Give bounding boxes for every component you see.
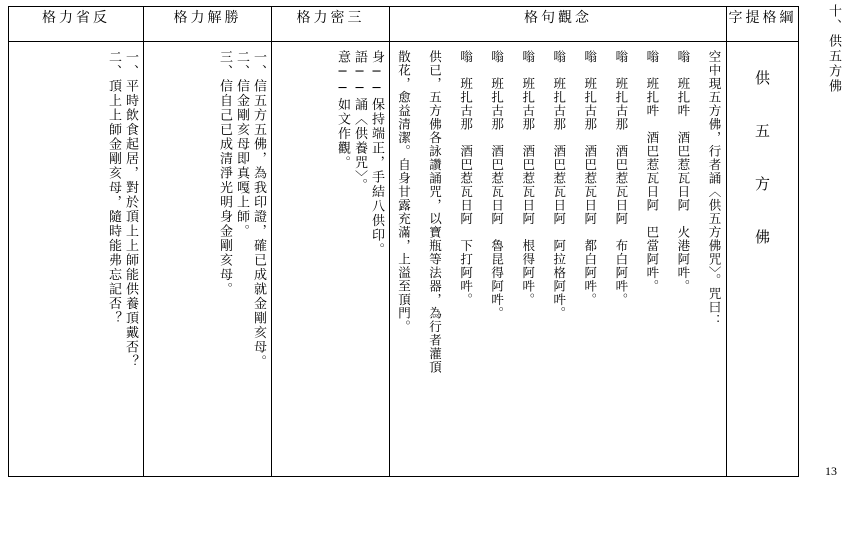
- santmi-line-1: 身──保持端正，手結八供印。: [369, 50, 384, 257]
- jiesheng-line-1: 一、信五方五佛，為我印證，確已成就金剛亥母。: [251, 50, 266, 369]
- guanxiang-line-10: 供已，五方佛各詠讚誦咒，以寶瓶等法器，為行者灌頂: [427, 50, 443, 374]
- guanxiang-line-5: 嗡 班扎古那 酒巴惹瓦日阿 都白阿吽。: [582, 50, 598, 307]
- cell-xingfan: [9, 42, 144, 477]
- guanxiang-line-7: 嗡 班扎古那 酒巴惹瓦日阿 根得阿吽。: [520, 50, 536, 307]
- header-santmi: 格力密三: [272, 7, 390, 42]
- santmi-line-3: 意──如文作觀。: [335, 50, 350, 170]
- header-title: 字提格綱: [727, 7, 799, 42]
- guanxiang-line-4: 嗡 班扎古那 酒巴惹瓦日阿 布白阿吽。: [613, 50, 629, 307]
- outer-section-title: 十、供五方佛: [826, 4, 841, 94]
- table-body-row: [9, 42, 799, 477]
- xingfan-line-2: 二、頂上上師金剛亥母，隨時能弗忘記否？: [106, 50, 121, 326]
- table-header-row: [9, 7, 799, 42]
- guanxiang-line-6: 嗡 班扎古那 酒巴惹瓦日阿 阿拉格阿吽。: [551, 50, 567, 320]
- header-guanxiang: 格句觀念: [390, 7, 727, 42]
- guanxiang-line-3: 嗡 班扎吽 酒巴惹瓦日阿 巴當阿吽。: [644, 50, 660, 293]
- cell-guanxiang: [390, 42, 727, 477]
- section-title: 供 五 方 佛: [753, 70, 771, 254]
- guanxiang-line-9: 嗡 班扎古那 酒巴惹瓦日阿 下打阿吽。: [458, 50, 474, 307]
- header-jiesheng: 格力解勝: [144, 7, 272, 42]
- guanxiang-line-8: 嗡 班扎古那 酒巴惹瓦日阿 魯昆得阿吽。: [489, 50, 505, 320]
- cell-title: [727, 42, 799, 477]
- practice-table: [8, 6, 799, 477]
- xingfan-line-1: 一、平時飲食起居，對於頂上上師能供養頂戴否？: [123, 50, 138, 369]
- santmi-line-2: 語──誦〈供養咒〉。: [352, 50, 367, 193]
- guanxiang-line-11: 散花，愈益清潔。自身甘露充滿，上溢至頂門。: [396, 50, 412, 334]
- guanxiang-line-2: 嗡 班扎吽 酒巴惹瓦日阿 火港阿吽。: [675, 50, 691, 293]
- jiesheng-line-3: 三、信自己已成清淨光明身金剛亥母。: [217, 50, 232, 297]
- cell-jiesheng: [144, 42, 272, 477]
- header-xingfan: 格力省反: [9, 7, 144, 42]
- cell-santmi: [272, 42, 390, 477]
- guanxiang-line-1: 空中現五方佛，行者誦〈供五方佛咒〉。咒曰：: [706, 50, 722, 328]
- jiesheng-line-2: 二、信金剛亥母即真嘎上師。: [234, 50, 249, 239]
- page-number: 13: [825, 464, 837, 478]
